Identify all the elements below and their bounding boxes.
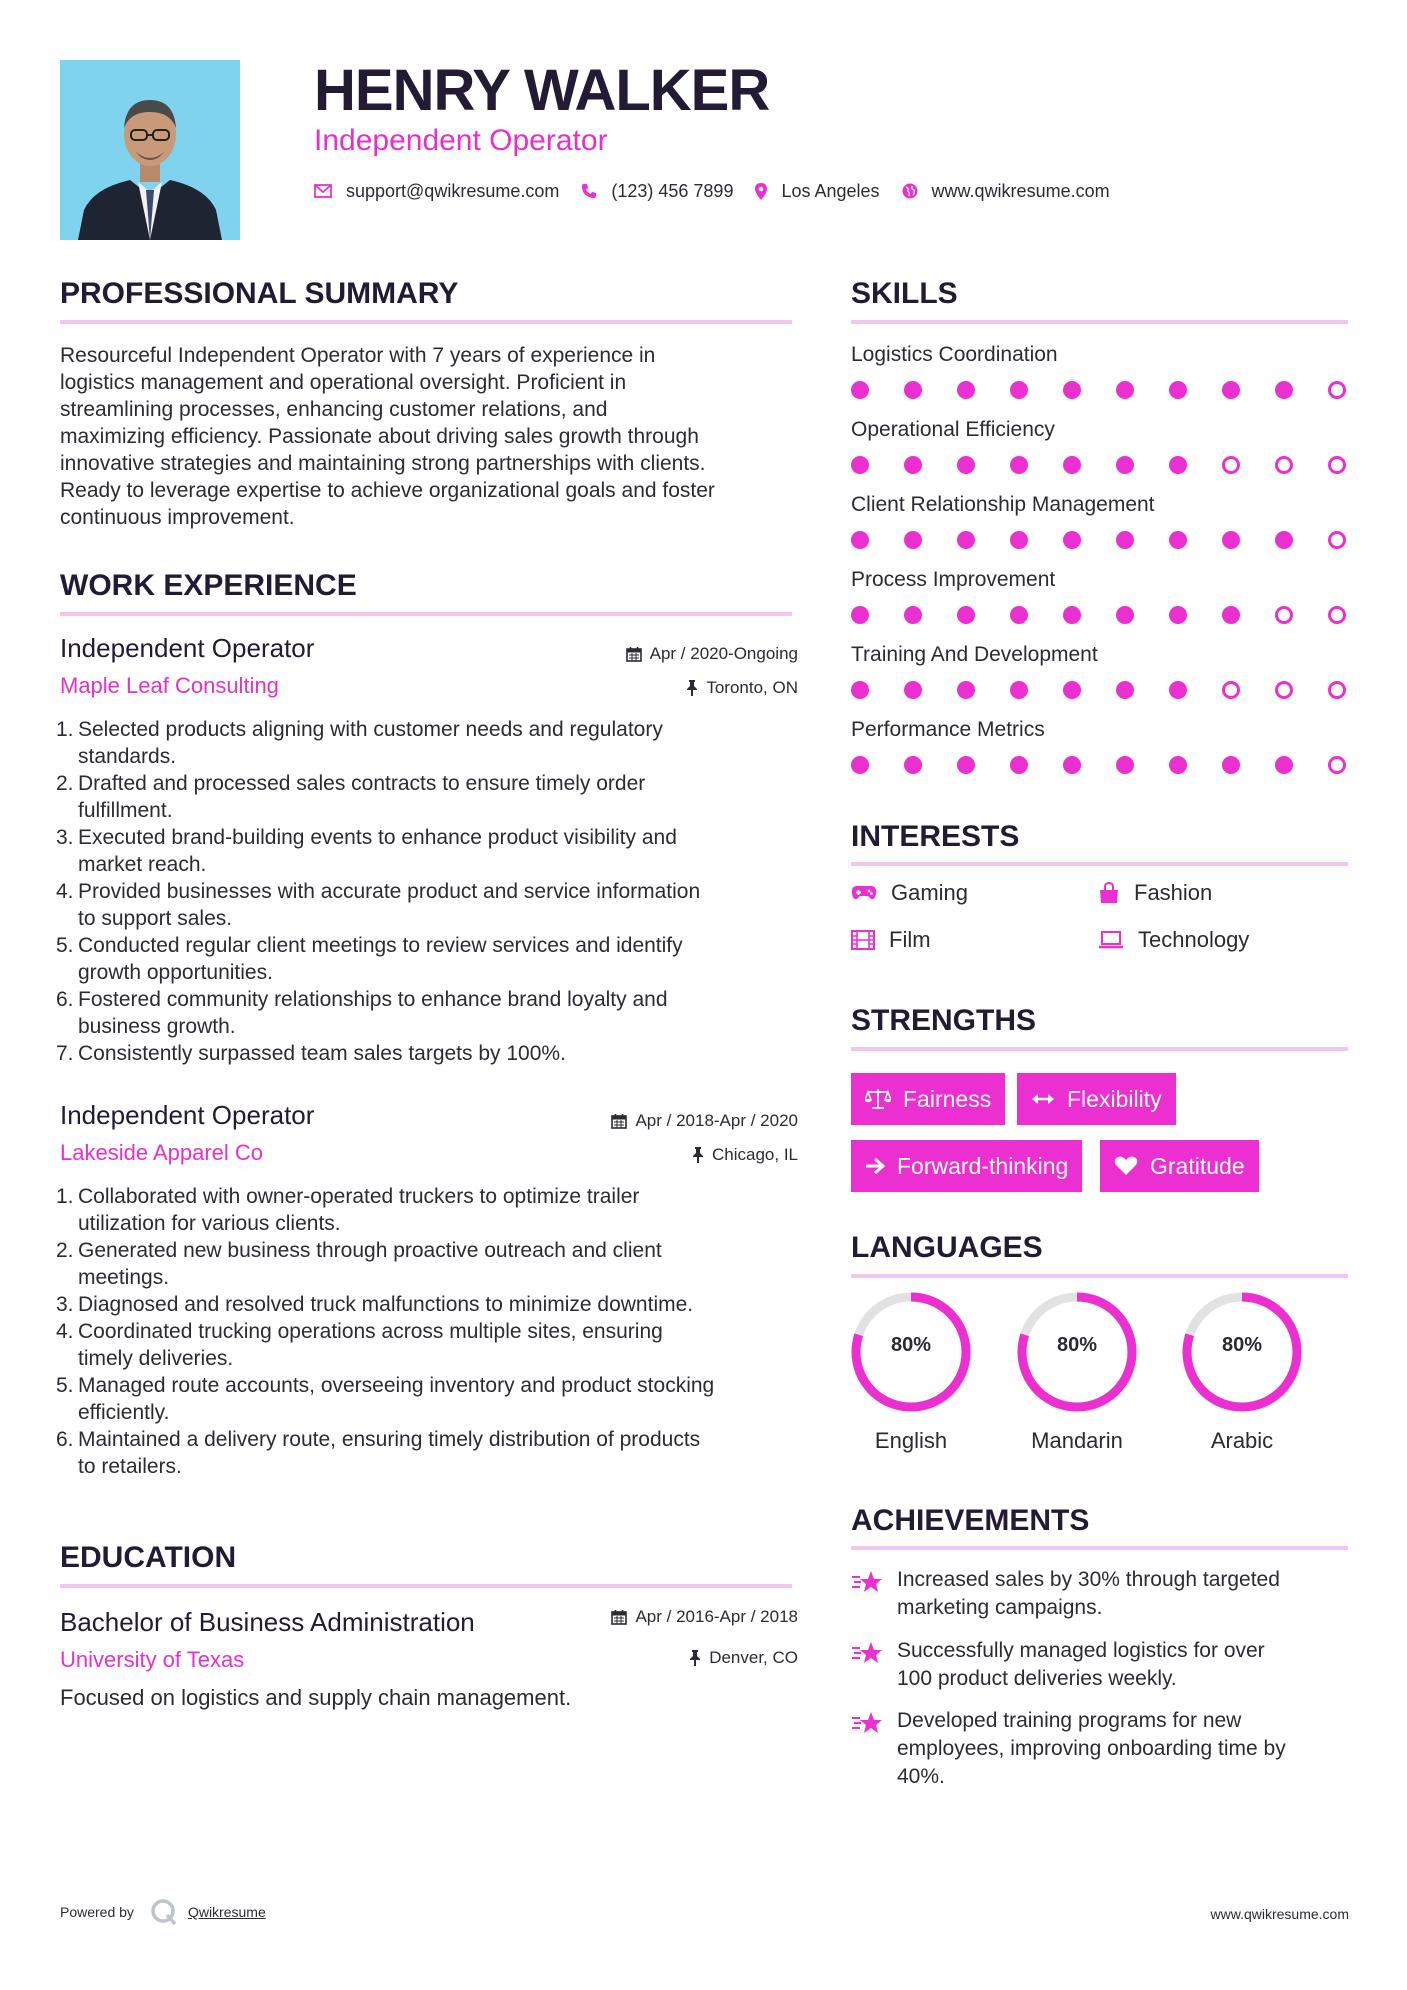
education-date bbox=[611, 1606, 798, 1628]
bullet-line: Selected products aligning with customer needs and regulatory bbox=[78, 718, 663, 741]
language-percent: 80% bbox=[1221, 1334, 1263, 1356]
location-text: Los Angeles bbox=[781, 180, 880, 201]
skill-name: Logistics Coordination bbox=[851, 343, 1058, 366]
summary-line: logistics management and operational oversight. Proficient in bbox=[60, 371, 627, 394]
list-item bbox=[56, 878, 800, 932]
skill-dot-filled bbox=[1063, 381, 1081, 399]
skill-dot-filled bbox=[957, 531, 975, 549]
candidate-name: HENRY WALKER bbox=[314, 58, 770, 123]
summary-line: maximizing efficiency. Passionate about driving sales growth through bbox=[60, 425, 699, 448]
skill-dot-filled bbox=[904, 606, 922, 624]
list-item bbox=[56, 1291, 800, 1318]
skill-dot-filled bbox=[957, 681, 975, 699]
list-item bbox=[56, 1183, 800, 1237]
bullet-line: Generated new business through proactive outreach and client bbox=[78, 1239, 662, 1262]
contact-phone[interactable] bbox=[581, 181, 733, 202]
bullet-line: Drafted and processed sales contracts to ensure timely order bbox=[78, 772, 646, 795]
person-portrait-icon bbox=[60, 60, 240, 240]
skill-dot-filled bbox=[1010, 606, 1028, 624]
language-percent: 80% bbox=[1056, 1334, 1098, 1356]
skill-dot-filled bbox=[1116, 381, 1134, 399]
skill-dot-filled bbox=[1010, 456, 1028, 474]
skill-dot-filled bbox=[851, 681, 869, 699]
skill-dot-filled bbox=[1222, 381, 1240, 399]
interest-label: Gaming bbox=[891, 880, 969, 905]
strengths-heading: STRENGTHS bbox=[851, 1004, 1037, 1037]
calendar-icon bbox=[626, 646, 642, 662]
bullet-line: Executed brand-building events to enhance product visibility and bbox=[78, 826, 677, 849]
skill-dot-filled bbox=[851, 756, 869, 774]
skill-dot-filled bbox=[1116, 681, 1134, 699]
bullet-number: 3. bbox=[56, 826, 74, 849]
bullet-line: Consistently surpassed team sales targets by 100%. bbox=[78, 1042, 566, 1065]
strength-label: Forward-thinking bbox=[897, 1152, 1069, 1179]
language-item bbox=[1015, 1290, 1139, 1453]
achievements-heading: ACHIEVEMENTS bbox=[851, 1504, 1090, 1537]
bullet-line: Coordinated trucking operations across multiple sites, ensuring bbox=[78, 1320, 663, 1343]
skill-name: Operational Efficiency bbox=[851, 418, 1055, 441]
bullet-line: market reach. bbox=[78, 853, 207, 876]
skill-dot-empty bbox=[1275, 606, 1293, 624]
skill-dot-filled bbox=[1222, 756, 1240, 774]
job-location-text: Chicago, IL bbox=[712, 1145, 798, 1164]
bullet-number: 2. bbox=[56, 1239, 74, 1262]
language-item bbox=[1180, 1290, 1304, 1453]
language-item bbox=[849, 1290, 973, 1453]
interests-heading: INTERESTS bbox=[851, 820, 1020, 853]
interest-film bbox=[851, 927, 931, 953]
list-item bbox=[56, 932, 800, 986]
skill-dot-empty bbox=[1328, 681, 1346, 699]
skill-dot-filled bbox=[1275, 381, 1293, 399]
skill-level-dots bbox=[851, 529, 1351, 551]
bullet-number: 6. bbox=[56, 988, 74, 1011]
list-item bbox=[56, 1040, 800, 1067]
bullet-line: fulfillment. bbox=[78, 799, 173, 822]
summary-line: Ready to leverage expertise to achieve organizational goals and foster bbox=[60, 479, 715, 502]
skill-dot-filled bbox=[1116, 756, 1134, 774]
job-date bbox=[626, 643, 798, 665]
skill-dot-filled bbox=[1222, 606, 1240, 624]
star-burst-icon bbox=[851, 1639, 883, 1667]
achievement-item bbox=[851, 1566, 1351, 1622]
skill-dot-filled bbox=[957, 456, 975, 474]
skill-dot-filled bbox=[1010, 756, 1028, 774]
skill-dot-filled bbox=[1116, 606, 1134, 624]
interest-label: Film bbox=[889, 927, 931, 952]
bullet-line: Fostered community relationships to enhance brand loyalty and bbox=[78, 988, 668, 1011]
job-bullets bbox=[56, 1183, 800, 1480]
contact-website[interactable] bbox=[902, 181, 1110, 202]
skills-heading: SKILLS bbox=[851, 277, 958, 310]
summary-line: innovative strategies and maintaining strong partnerships with clients. bbox=[60, 452, 706, 475]
bullet-line: to retailers. bbox=[78, 1455, 182, 1478]
skill-dot-empty bbox=[1222, 681, 1240, 699]
list-item bbox=[56, 716, 800, 770]
scale-icon bbox=[865, 1088, 891, 1110]
job-date bbox=[611, 1110, 798, 1132]
job-location bbox=[692, 1144, 798, 1166]
contact-location bbox=[755, 181, 879, 202]
education-heading: EDUCATION bbox=[60, 1541, 237, 1574]
globe-icon bbox=[902, 183, 918, 199]
achievement-text bbox=[897, 1637, 1265, 1693]
bullet-line: business growth. bbox=[78, 1015, 236, 1038]
contact-bar bbox=[314, 178, 1132, 204]
skill-name: Process Improvement bbox=[851, 568, 1056, 591]
phone-text: (123) 456 7899 bbox=[611, 180, 734, 201]
strength-label: Gratitude bbox=[1150, 1152, 1245, 1179]
interest-label: Fashion bbox=[1134, 880, 1213, 905]
education-location bbox=[689, 1647, 798, 1669]
skill-dot-filled bbox=[1010, 381, 1028, 399]
bullet-line: Conducted regular client meetings to review services and identify bbox=[78, 934, 683, 957]
pushpin-icon bbox=[692, 1147, 704, 1163]
skill-dot-filled bbox=[957, 756, 975, 774]
bullet-line: standards. bbox=[78, 745, 177, 768]
laptop-icon bbox=[1098, 931, 1124, 949]
strength-badge-fairness bbox=[851, 1073, 1005, 1125]
phone-icon bbox=[581, 183, 597, 199]
achievement-line: marketing campaigns. bbox=[897, 1596, 1103, 1619]
footer-website[interactable]: www.qwikresume.com bbox=[1210, 1906, 1349, 1922]
achievement-text bbox=[897, 1707, 1286, 1791]
interests-divider bbox=[851, 862, 1348, 866]
bullet-number: 6. bbox=[56, 1428, 74, 1451]
skill-dot-filled bbox=[904, 381, 922, 399]
bullet-line: utilization for various clients. bbox=[78, 1212, 341, 1235]
skill-level-dots bbox=[851, 754, 1351, 776]
education-description: Focused on logistics and supply chain management. bbox=[60, 1685, 572, 1710]
interest-technology bbox=[1098, 927, 1249, 953]
skill-dot-empty bbox=[1222, 456, 1240, 474]
skill-dot-filled bbox=[1275, 531, 1293, 549]
interest-fashion bbox=[1098, 880, 1212, 906]
skills-divider bbox=[851, 320, 1348, 324]
bullet-number: 1. bbox=[56, 718, 74, 741]
achievements-divider bbox=[851, 1546, 1348, 1550]
calendar-icon bbox=[611, 1609, 627, 1625]
skill-dot-filled bbox=[1222, 531, 1240, 549]
skill-dot-filled bbox=[1169, 756, 1187, 774]
skill-name: Training And Development bbox=[851, 643, 1098, 666]
bullet-number: 5. bbox=[56, 1374, 74, 1397]
bullet-line: Diagnosed and resolved truck malfunctions to minimize downtime. bbox=[78, 1293, 694, 1316]
job-title: Independent Operator bbox=[60, 633, 315, 663]
bullet-number: 5. bbox=[56, 934, 74, 957]
qwikresume-logo-icon bbox=[150, 1898, 178, 1926]
map-pin-icon bbox=[755, 183, 767, 200]
strength-badge-flexibility bbox=[1017, 1073, 1176, 1125]
skill-name: Performance Metrics bbox=[851, 718, 1045, 741]
pushpin-icon bbox=[689, 1650, 701, 1666]
email-text: support@qwikresume.com bbox=[346, 180, 560, 201]
website-text: www.qwikresume.com bbox=[931, 180, 1110, 201]
education-divider bbox=[60, 1584, 792, 1588]
summary-line: Resourceful Independent Operator with 7 years of experience in bbox=[60, 344, 656, 367]
achievement-line: 100 product deliveries weekly. bbox=[897, 1667, 1177, 1690]
language-name: Arabic bbox=[1210, 1428, 1274, 1453]
skill-dot-filled bbox=[1169, 531, 1187, 549]
skill-dot-filled bbox=[904, 681, 922, 699]
skill-dot-filled bbox=[904, 456, 922, 474]
skill-dot-filled bbox=[1063, 681, 1081, 699]
bullet-number: 1. bbox=[56, 1185, 74, 1208]
gamepad-icon bbox=[851, 885, 877, 901]
skill-dot-empty bbox=[1275, 681, 1293, 699]
brand-link[interactable]: Qwikresume bbox=[187, 1904, 266, 1920]
skill-dot-filled bbox=[1010, 681, 1028, 699]
education-location-text: Denver, CO bbox=[709, 1648, 798, 1667]
summary-divider bbox=[60, 320, 792, 324]
skill-dot-empty bbox=[1328, 456, 1346, 474]
summary-text bbox=[60, 342, 800, 531]
experience-heading: WORK EXPERIENCE bbox=[60, 569, 357, 602]
skill-dot-filled bbox=[1169, 381, 1187, 399]
job-date-text: Apr / 2018-Apr / 2020 bbox=[635, 1111, 798, 1130]
achievement-item bbox=[851, 1707, 1351, 1791]
languages-divider bbox=[851, 1274, 1348, 1278]
footer-powered-by bbox=[60, 1898, 266, 1926]
list-item bbox=[56, 986, 800, 1040]
languages-heading: LANGUAGES bbox=[851, 1231, 1043, 1264]
candidate-role: Independent Operator bbox=[314, 124, 608, 157]
achievement-line: employees, improving onboarding time by bbox=[897, 1737, 1286, 1760]
arrows-horizontal-icon bbox=[1031, 1092, 1055, 1106]
skill-dot-filled bbox=[1169, 681, 1187, 699]
skill-dot-filled bbox=[1169, 456, 1187, 474]
bullet-line: growth opportunities. bbox=[78, 961, 273, 984]
skill-dot-empty bbox=[1328, 531, 1346, 549]
achievement-line: Increased sales by 30% through targeted bbox=[897, 1568, 1280, 1591]
bullet-number: 4. bbox=[56, 1320, 74, 1343]
calendar-icon bbox=[611, 1113, 627, 1129]
skill-level-dots bbox=[851, 379, 1351, 401]
skill-dot-filled bbox=[1010, 531, 1028, 549]
star-burst-icon bbox=[851, 1709, 883, 1737]
list-item bbox=[56, 770, 800, 824]
envelope-icon bbox=[314, 184, 332, 198]
bullet-number: 3. bbox=[56, 1293, 74, 1316]
strength-badge-forward-thinking bbox=[851, 1140, 1082, 1192]
list-item bbox=[56, 1372, 800, 1426]
bullet-line: to support sales. bbox=[78, 907, 233, 930]
interest-gaming bbox=[851, 880, 968, 906]
bullet-line: Collaborated with owner-operated truckers to optimize trailer bbox=[78, 1185, 640, 1208]
bullet-line: Managed route accounts, overseeing inventory and product stocking bbox=[78, 1374, 715, 1397]
skill-dot-filled bbox=[1116, 456, 1134, 474]
skill-dot-filled bbox=[1063, 606, 1081, 624]
skill-dot-filled bbox=[904, 756, 922, 774]
summary-heading: PROFESSIONAL SUMMARY bbox=[60, 277, 459, 310]
bullet-number: 2. bbox=[56, 772, 74, 795]
bullet-line: meetings. bbox=[78, 1266, 170, 1289]
strength-label: Flexibility bbox=[1067, 1085, 1162, 1112]
skill-dot-filled bbox=[957, 381, 975, 399]
bullet-number: 4. bbox=[56, 880, 74, 903]
skill-dot-empty bbox=[1328, 756, 1346, 774]
arrow-right-icon bbox=[865, 1157, 885, 1175]
achievement-item bbox=[851, 1637, 1351, 1693]
language-name: English bbox=[874, 1428, 948, 1453]
bullet-number: 7. bbox=[56, 1042, 74, 1065]
strengths-divider bbox=[851, 1047, 1348, 1051]
school-name: University of Texas bbox=[60, 1647, 245, 1672]
summary-line: streamlining processes, enhancing customer relations, and bbox=[60, 398, 608, 421]
job-location-text: Toronto, ON bbox=[706, 678, 798, 697]
language-percent: 80% bbox=[890, 1334, 932, 1356]
skill-dot-filled bbox=[1169, 606, 1187, 624]
strength-label: Fairness bbox=[903, 1085, 992, 1112]
skill-level-dots bbox=[851, 679, 1351, 701]
list-item bbox=[56, 1237, 800, 1291]
job-company: Maple Leaf Consulting bbox=[60, 673, 279, 698]
skill-dot-filled bbox=[851, 381, 869, 399]
skill-dot-empty bbox=[1275, 456, 1293, 474]
skill-dot-empty bbox=[1328, 381, 1346, 399]
pushpin-icon bbox=[686, 680, 698, 696]
strength-badge-gratitude bbox=[1100, 1140, 1259, 1192]
bullet-line: Provided businesses with accurate product and service information bbox=[78, 880, 701, 903]
job-date-text: Apr / 2020-Ongoing bbox=[649, 644, 798, 663]
skill-dot-filled bbox=[1063, 531, 1081, 549]
shopping-bag-icon bbox=[1098, 882, 1120, 904]
skill-dot-filled bbox=[904, 531, 922, 549]
job-title: Independent Operator bbox=[60, 1100, 315, 1130]
achievement-text bbox=[897, 1566, 1280, 1622]
skill-dot-filled bbox=[1275, 756, 1293, 774]
list-item bbox=[56, 824, 800, 878]
education-date-text: Apr / 2016-Apr / 2018 bbox=[635, 1607, 798, 1626]
language-name: Mandarin bbox=[1031, 1428, 1123, 1453]
job-company: Lakeside Apparel Co bbox=[60, 1140, 264, 1165]
skill-dot-filled bbox=[1116, 531, 1134, 549]
achievement-line: Successfully managed logistics for over bbox=[897, 1639, 1265, 1662]
skill-dot-empty bbox=[1328, 606, 1346, 624]
skill-dot-filled bbox=[851, 606, 869, 624]
achievement-line: Developed training programs for new bbox=[897, 1709, 1242, 1732]
powered-by-text: Powered by bbox=[60, 1904, 134, 1920]
list-item bbox=[56, 1318, 800, 1372]
achievement-line: 40%. bbox=[897, 1765, 945, 1788]
star-burst-icon bbox=[851, 1568, 883, 1596]
degree-title: Bachelor of Business Administration bbox=[60, 1607, 475, 1637]
skill-dot-filled bbox=[851, 456, 869, 474]
summary-line: continuous improvement. bbox=[60, 506, 295, 529]
contact-email[interactable] bbox=[314, 181, 559, 202]
skill-level-dots bbox=[851, 454, 1351, 476]
skill-dot-filled bbox=[1063, 756, 1081, 774]
skill-dot-filled bbox=[851, 531, 869, 549]
job-location bbox=[686, 677, 798, 699]
bullet-line: Maintained a delivery route, ensuring timely distribution of products bbox=[78, 1428, 701, 1451]
profile-photo bbox=[60, 60, 240, 240]
experience-divider bbox=[60, 612, 792, 616]
interest-label: Technology bbox=[1138, 927, 1250, 952]
list-item bbox=[56, 1426, 800, 1480]
bullet-line: timely deliveries. bbox=[78, 1347, 234, 1370]
skill-dot-filled bbox=[957, 606, 975, 624]
bullet-line: efficiently. bbox=[78, 1401, 170, 1424]
skill-name: Client Relationship Management bbox=[851, 493, 1155, 516]
skill-level-dots bbox=[851, 604, 1351, 626]
film-icon bbox=[851, 930, 875, 950]
job-bullets bbox=[56, 716, 800, 1067]
skill-dot-filled bbox=[1063, 456, 1081, 474]
heart-icon bbox=[1114, 1156, 1138, 1176]
